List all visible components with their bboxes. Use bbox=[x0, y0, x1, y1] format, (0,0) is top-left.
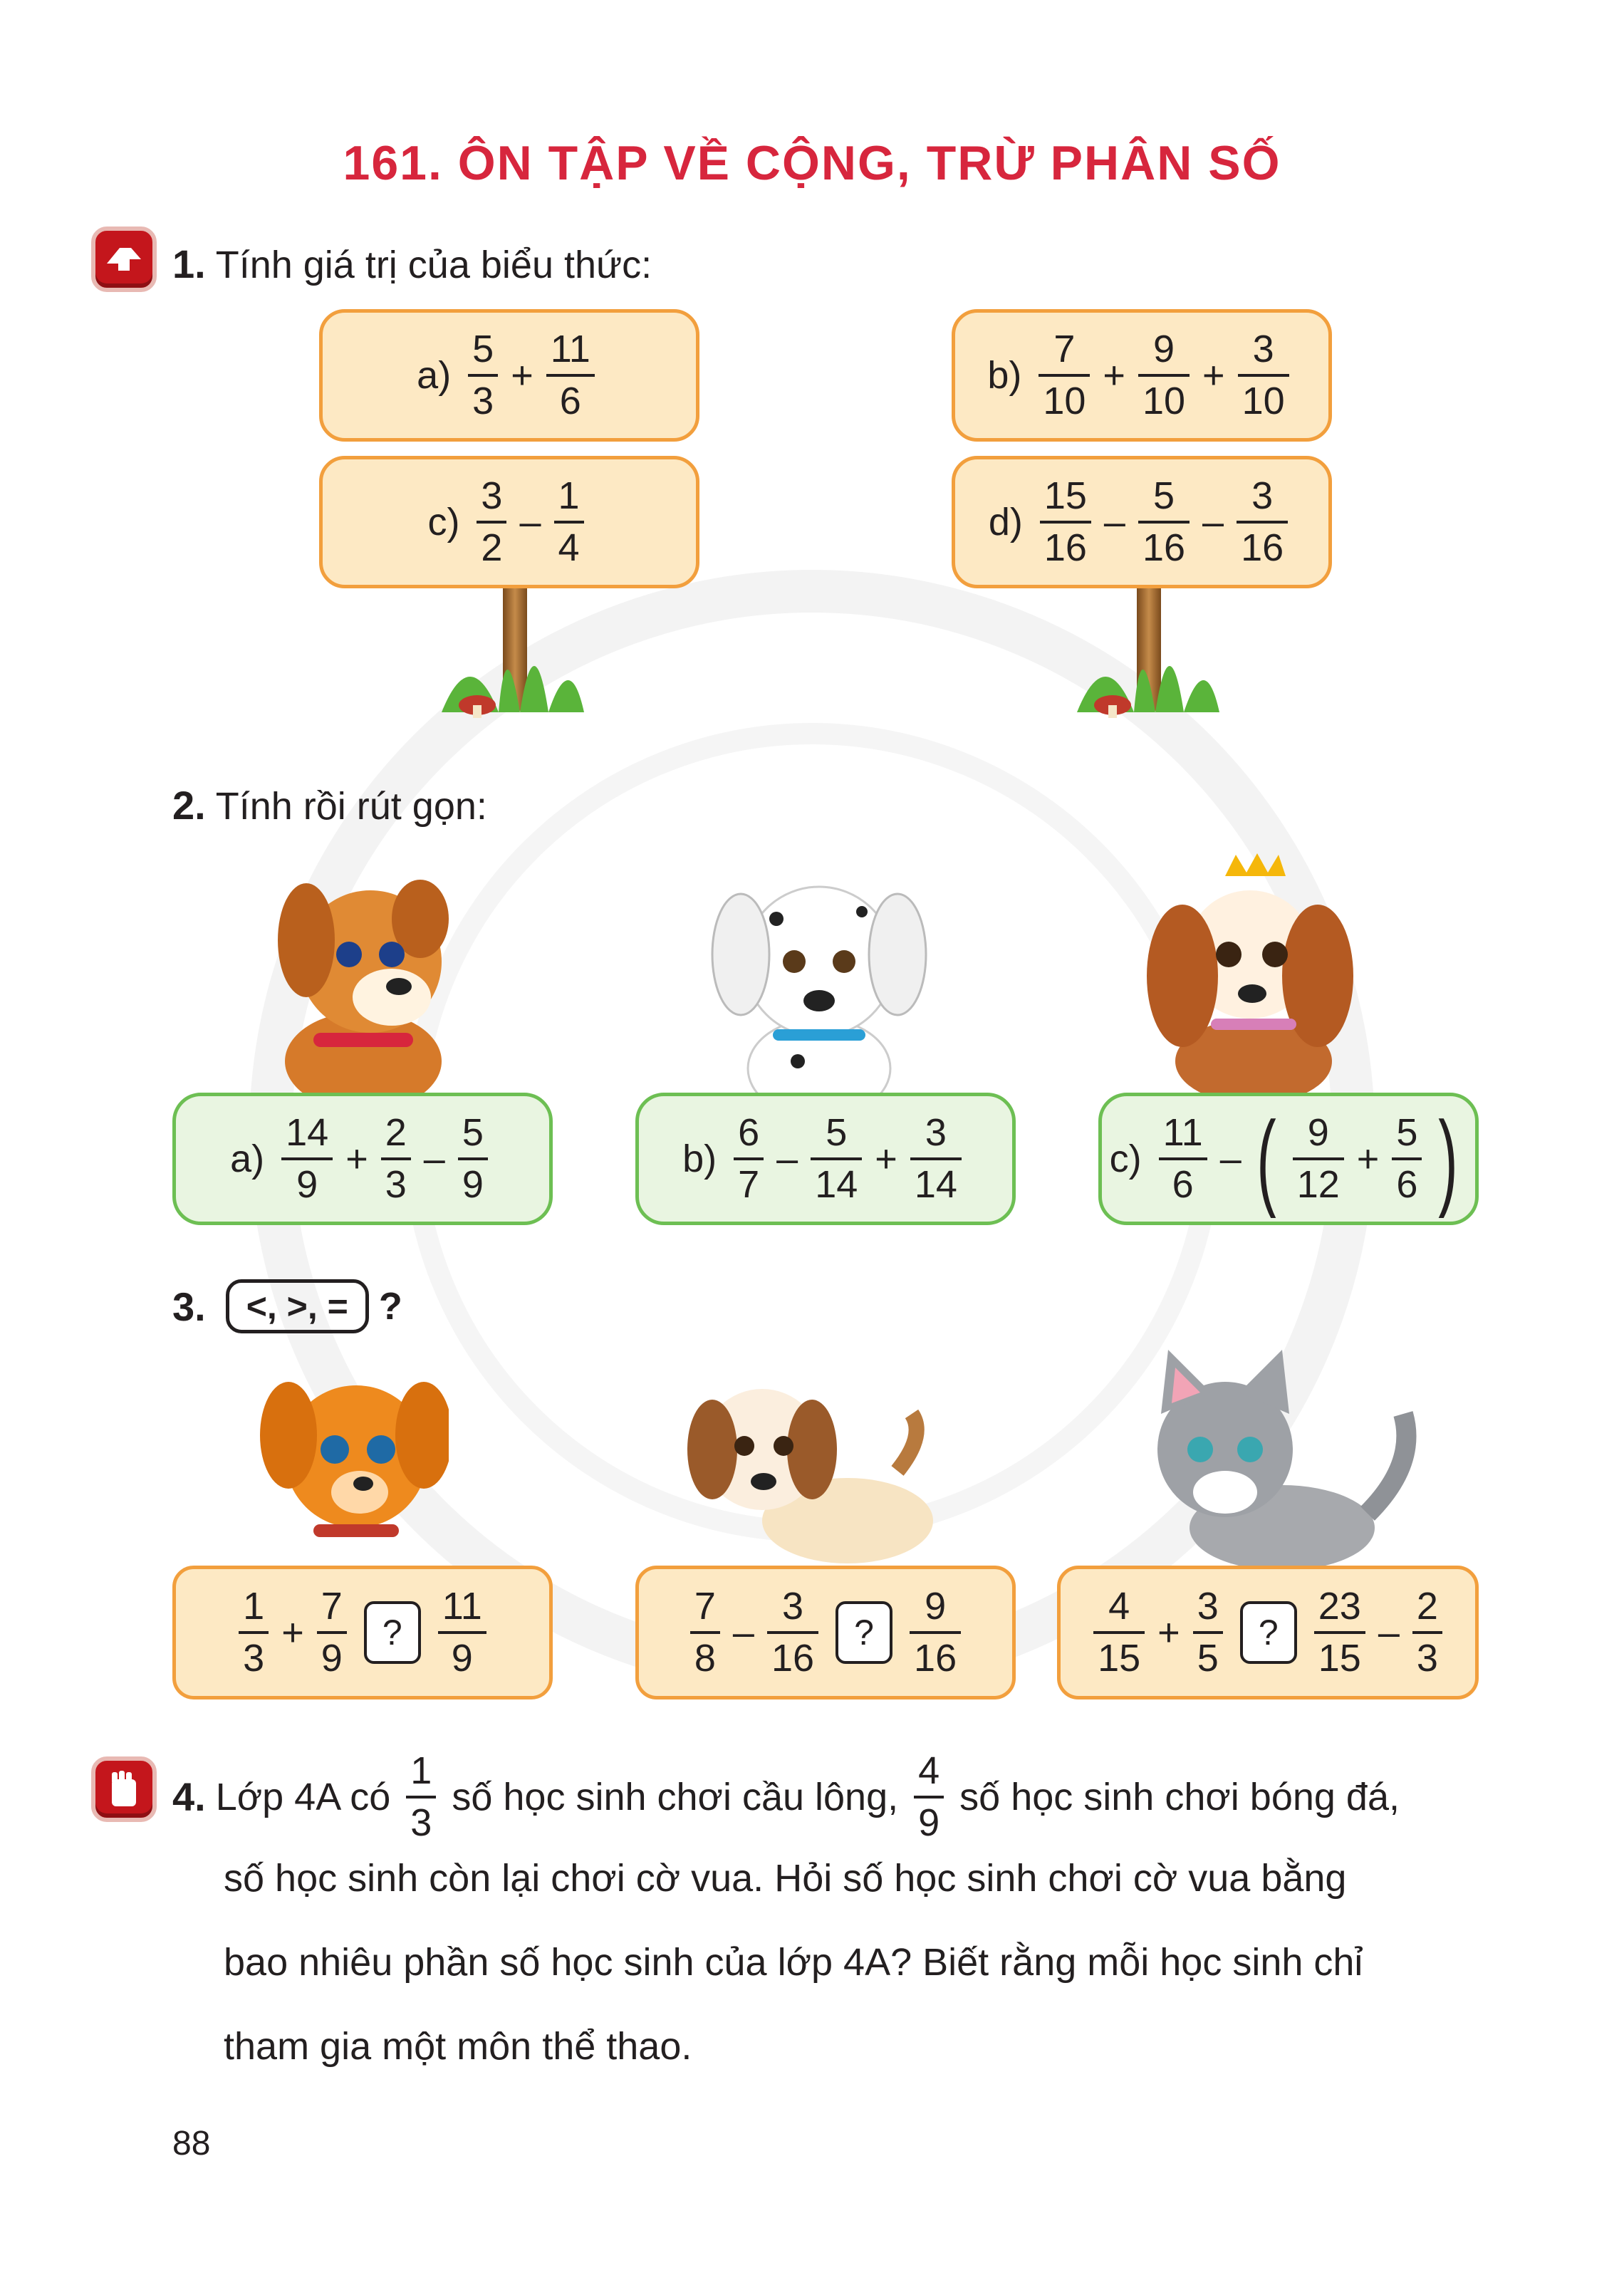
expression-1b: b) $\frac{7}{10}$ + $\frac{9}{10}$ + $\frac{3}{10}$ bbox=[952, 309, 1332, 442]
exercise-4-line-1: 4. Lớp 4A có $\frac{1}{3}$ số học sinh chơi cầu lông, $\frac{4}{9}$ số học sinh chơi bóng đá, bbox=[172, 1749, 1400, 1844]
page-title: 161. ÔN TẬP VỀ CỘNG, TRỪ PHÂN SỐ bbox=[343, 136, 1281, 190]
comparison-3b: $\frac{7}{8}$ – $\frac{3}{16}$ ? $\frac{9}{16}$ bbox=[635, 1566, 1016, 1699]
exercise-2-heading bbox=[172, 782, 487, 828]
comparison-symbols-box: <, >, = bbox=[226, 1279, 369, 1333]
exercise-prompt: Tính rồi rút gọn: bbox=[215, 785, 487, 828]
page-number: 88 bbox=[172, 2125, 211, 2162]
application-icon bbox=[91, 1756, 157, 1822]
beagle-puppy-illustration bbox=[684, 1364, 940, 1571]
orange-puppy-illustration bbox=[256, 855, 470, 1097]
comparison-3a: $\frac{1}{3}$ + $\frac{7}{9}$ ? $\frac{11}{9}$ bbox=[172, 1566, 553, 1699]
comparison-answer-box[interactable]: ? bbox=[364, 1601, 421, 1664]
expression-1d: d) $\frac{15}{16}$ – $\frac{5}{16}$ – $\frac{3}{16}$ bbox=[952, 456, 1332, 588]
exercise-number: 2. bbox=[172, 783, 206, 828]
spaniel-puppy-illustration bbox=[1140, 848, 1360, 1097]
expression-1a: a) $\frac{5}{3}$ + $\frac{11}{6}$ bbox=[319, 309, 699, 442]
exercise-number: 1. bbox=[172, 241, 206, 286]
exercise-prompt: Tính giá trị của biểu thức: bbox=[215, 244, 652, 286]
comparison-3c: $\frac{4}{15}$ + $\frac{3}{5}$ ? $\frac{23}{15}$ – $\frac{2}{3}$ bbox=[1057, 1566, 1479, 1699]
exercise-number: 4. bbox=[172, 1774, 206, 1820]
comparison-answer-box[interactable]: ? bbox=[836, 1601, 892, 1664]
expression-2c: c) $\frac{11}{6}$ – ( $\frac{9}{12}$ + $\frac{5}{6}$ ) bbox=[1098, 1093, 1479, 1225]
exercise-number: 3. bbox=[172, 1284, 206, 1329]
exercise-1-heading bbox=[172, 241, 652, 287]
grass-icon bbox=[427, 598, 598, 719]
orange-puppy-illustration bbox=[249, 1357, 449, 1571]
dalmatian-puppy-illustration bbox=[705, 862, 933, 1097]
exercise-4-body: số học sinh còn lại chơi cờ vua. Hỏi số học sinh chơi cờ vua bằng bao nhiêu phần số học sinh của lớp 4A? Biết rằng mỗi học sinh chỉ tham gia một môn thể thao. bbox=[224, 1857, 1363, 2068]
gray-cat-illustration bbox=[1118, 1350, 1432, 1571]
grass-icon bbox=[1063, 598, 1234, 719]
comparison-answer-box[interactable]: ? bbox=[1240, 1601, 1297, 1664]
expression-2b: b) $\frac{6}{7}$ – $\frac{5}{14}$ + $\frac{3}{14}$ bbox=[635, 1093, 1016, 1225]
exercise-3-heading bbox=[172, 1279, 402, 1333]
expression-2a: a) $\frac{14}{9}$ + $\frac{2}{3}$ – $\frac{5}{9}$ bbox=[172, 1093, 553, 1225]
expression-1c: c) $\frac{3}{2}$ – $\frac{1}{4}$ bbox=[319, 456, 699, 588]
question-mark: ? bbox=[378, 1285, 402, 1328]
practice-icon bbox=[91, 227, 157, 292]
